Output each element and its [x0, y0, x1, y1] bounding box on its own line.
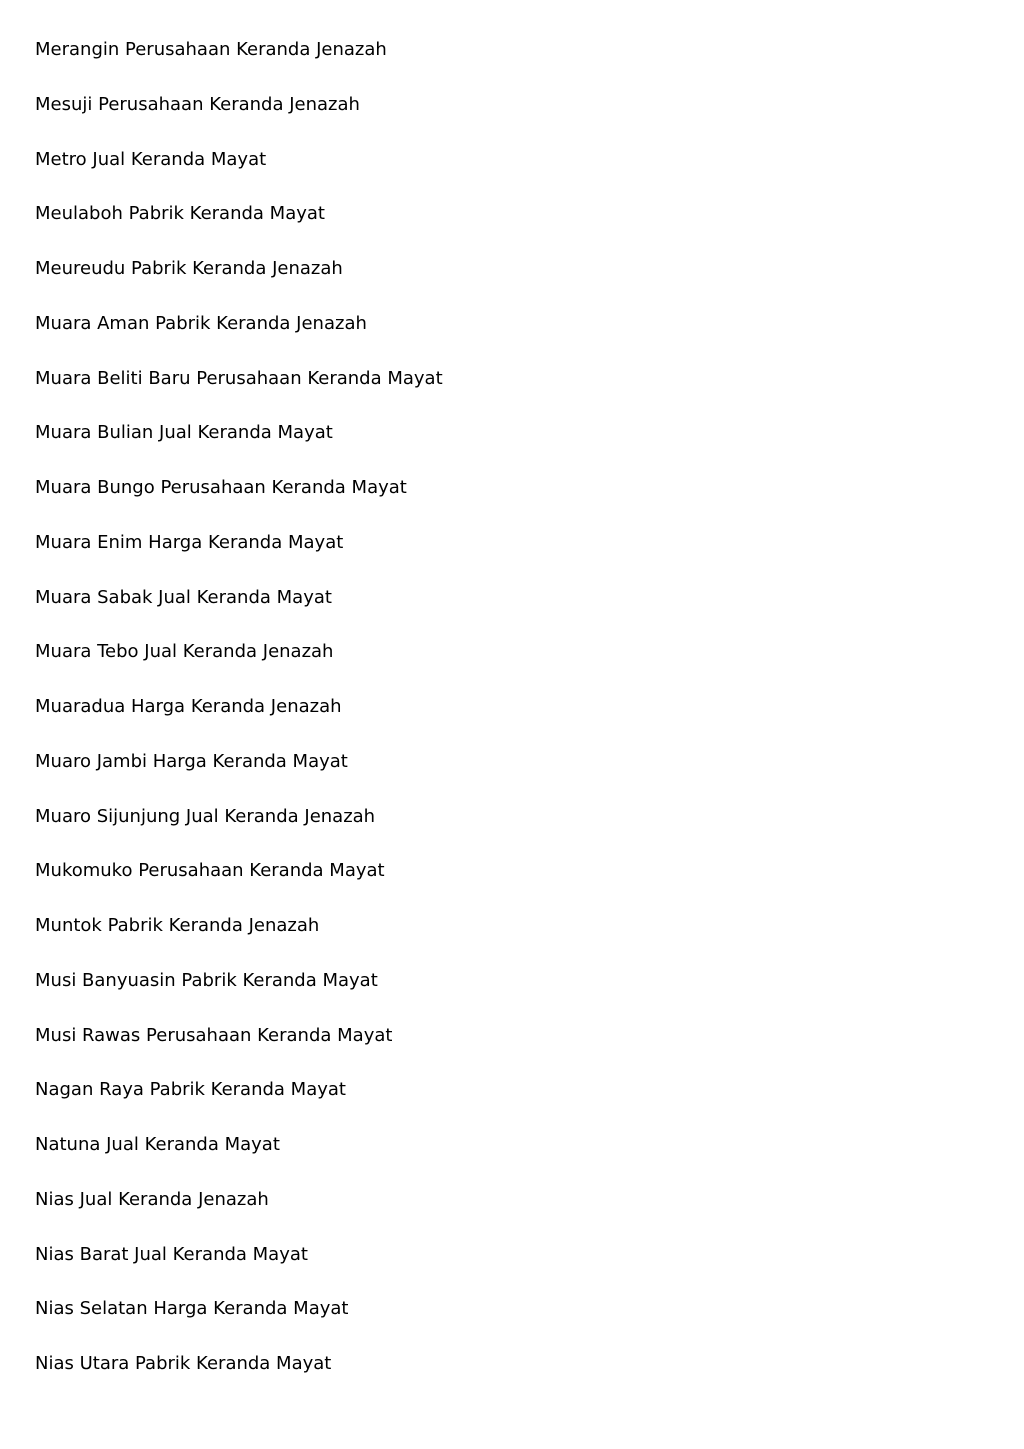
document-line: Muara Enim Harga Keranda Mayat [35, 531, 344, 553]
document-line: Nias Barat Jual Keranda Mayat [35, 1243, 308, 1265]
document-line: Muara Aman Pabrik Keranda Jenazah [35, 312, 367, 334]
document-line: Natuna Jual Keranda Mayat [35, 1134, 280, 1155]
document-line: Metro Jual Keranda Mayat [35, 148, 267, 170]
document-line: Muara Bungo Perusahaan Keranda Mayat [35, 477, 407, 498]
document-line: Merangin Perusahaan Keranda Jenazah [35, 39, 387, 60]
document-line: Nagan Raya Pabrik Keranda Mayat [35, 1079, 346, 1101]
document-line: Mesuji Perusahaan Keranda Jenazah [35, 93, 360, 115]
document-line: Meureudu Pabrik Keranda Jenazah [35, 258, 343, 279]
document-line: Muara Bulian Jual Keranda Mayat [35, 422, 333, 444]
document-line: Muara Tebo Jual Keranda Jenazah [35, 641, 334, 663]
document-line: Muaro Jambi Harga Keranda Mayat [35, 750, 348, 772]
document-line: Nias Jual Keranda Jenazah [35, 1188, 269, 1210]
document-line-list [35, 36, 935, 1405]
document-line: Nias Utara Pabrik Keranda Mayat [35, 1353, 332, 1374]
document-line: Mukomuko Perusahaan Keranda Mayat [35, 860, 385, 882]
document-line: Muara Beliti Baru Perusahaan Keranda Mayat [35, 367, 443, 389]
document-line: Musi Banyuasin Pabrik Keranda Mayat [35, 969, 378, 991]
document-line: Meulaboh Pabrik Keranda Mayat [35, 203, 325, 225]
document-line: Muaradua Harga Keranda Jenazah [35, 696, 342, 717]
document-line: Musi Rawas Perusahaan Keranda Mayat [35, 1024, 393, 1046]
document-line: Nias Selatan Harga Keranda Mayat [35, 1298, 349, 1320]
document-line: Muntok Pabrik Keranda Jenazah [35, 915, 320, 936]
document-line: Muaro Sijunjung Jual Keranda Jenazah [35, 805, 376, 827]
document-line: Muara Sabak Jual Keranda Mayat [35, 586, 332, 608]
